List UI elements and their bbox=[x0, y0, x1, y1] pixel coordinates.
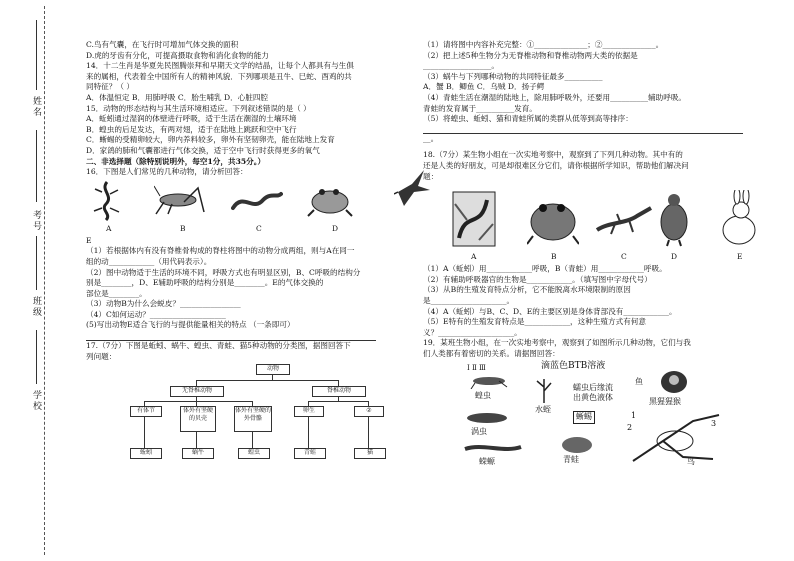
q18-animal-pictures bbox=[423, 186, 763, 264]
fig-frog: 青蛙 bbox=[563, 455, 579, 465]
fig-label-1: 1 bbox=[631, 411, 637, 421]
q18-3b: 是____________________。 bbox=[423, 295, 515, 305]
q18-5: （5）E特有的生殖发育特点是____________，这种生殖方式有何意 bbox=[423, 317, 646, 327]
frog-icon bbox=[306, 182, 354, 218]
label-b: B bbox=[180, 223, 186, 233]
q17-5b: __。 bbox=[423, 133, 439, 143]
q17-4: （4）青蛙生活在潮湿的陆地上，除用肺呼吸外，还要用__________辅助呼吸。 bbox=[423, 92, 687, 102]
q18-label-c: C bbox=[621, 252, 627, 262]
label-c: C bbox=[256, 223, 262, 233]
binding-margin bbox=[0, 0, 62, 561]
leech-icon bbox=[533, 377, 555, 407]
monkey-icon bbox=[659, 369, 689, 395]
q15-option-a: A．蚯蚓通过湿润的体壁进行呼吸，适于生活在潮湿的土壤环境 bbox=[86, 114, 297, 124]
fig-btb: 滴蓝色BTB溶液 bbox=[541, 361, 606, 372]
exam-no-label: 考号 bbox=[31, 210, 41, 232]
tree-earthworm: 蚯蚓 bbox=[130, 448, 162, 459]
earthworm-icon bbox=[231, 188, 283, 214]
fig-lizard: 蜥蜴 bbox=[573, 411, 595, 424]
q17-5: （5）将蝗虫、蚯蚓、猫和青蛙所属的类群从低等到高等排序： bbox=[423, 114, 633, 124]
q16-1b: 组的动____________（用代码表示）。 bbox=[86, 256, 212, 266]
q17-stem-2: 列问题： bbox=[86, 351, 117, 361]
fig-monkey: 黑猩猩猴 bbox=[649, 397, 681, 407]
q18-1: （1）A（蚯蚓）用____________呼吸，B（青蛙）用____________呼吸。 bbox=[423, 264, 667, 274]
q17-3: （3）蜗牛与下列哪种动物的共同特征最多__________ bbox=[423, 71, 603, 81]
fig-roman-numerals: Ⅰ Ⅱ Ⅲ bbox=[467, 364, 486, 373]
q16-stem: 16．下图是人们常见的几种动物，请分析回答： bbox=[86, 167, 248, 177]
tree-root: 动物 bbox=[256, 364, 290, 375]
q16-2b: 别是________，D、E辅助呼吸的结构分别是________。E的气体交换的 bbox=[86, 278, 324, 288]
name-field-label: 姓名 bbox=[31, 96, 41, 118]
section-2-heading: 二、非选择题（除特别说明外，每空1分，共35分。） bbox=[86, 156, 266, 166]
q14-stem: 14．十二生肖是华夏先民图腾崇拜和早期天文学的结晶，让每个人都具有与生俱 bbox=[86, 61, 354, 71]
q17-stem: 17.（7分）下图是蚯蚓、蜗牛、蝗虫、青蛙、猫5种动物的分类图，据图回答下 bbox=[86, 341, 351, 351]
tree-shell: 体外有坚硬的贝壳 bbox=[180, 406, 216, 432]
q15-option-b: B．蝗虫的后足发达，有两对翅，适于在陆地上跳跃和空中飞行 bbox=[86, 124, 297, 134]
q17-2: （2）把上述5种生物分为无脊椎动物和脊椎动物两大类的依据是 bbox=[423, 50, 638, 60]
q18-stem: 18.（7分）某生物小组在一次实地考察中，观察到了下列几种动物。其中有的 bbox=[423, 150, 683, 160]
flatworm-icon bbox=[465, 411, 511, 425]
q16-2c: 部位是________。 bbox=[86, 288, 147, 298]
q16-1: （1）若根据体内有没有脊椎骨构成的脊柱将图中的动物分成两组，则与A在同一 bbox=[86, 246, 355, 256]
q18-label-d: D bbox=[671, 252, 678, 262]
fig-frog-icon bbox=[559, 433, 595, 455]
right-column bbox=[423, 40, 763, 471]
tree-blank-2: ② bbox=[354, 406, 384, 417]
q17-3-options: A．蟹 B．鲫鱼 C．乌贼 D．扬子鳄 bbox=[423, 82, 545, 92]
q17-1: （1）请将图中内容补充完整：①______________；②______________。 bbox=[423, 40, 664, 49]
fig-yellow: 出黄色液体 bbox=[573, 393, 613, 403]
tree-invertebrate: 无脊椎动物 bbox=[170, 386, 224, 397]
q18-label-b: B bbox=[551, 252, 557, 262]
fig-label-2: 2 bbox=[627, 423, 633, 433]
q14-stem-3: 同特征？（ ） bbox=[86, 82, 134, 92]
fig-mucus: 蠕虫后缘流 bbox=[573, 383, 613, 393]
q14-options: A．体温恒定 B．用肺呼吸 C．胎生哺乳 D．心脏四腔 bbox=[86, 92, 269, 102]
q17-4b: 青蛙的发育属于__________发育。 bbox=[423, 103, 537, 113]
q16-animal-pictures bbox=[86, 178, 406, 236]
q18-label-e: E bbox=[737, 252, 743, 262]
school-blank bbox=[36, 330, 37, 384]
bird-skeleton-icon bbox=[623, 411, 723, 465]
label-e: E bbox=[86, 235, 92, 245]
q18-stem-2: 还是人类的好朋友，可是却很难区分它们，请你根据所学知识，帮助他们解决问 bbox=[423, 160, 689, 170]
tree-oviparous: 卵生 bbox=[294, 406, 324, 417]
q19-stem-2: 们人类都有着密切的关系。请据图回答： bbox=[423, 348, 560, 358]
q16-4: （4）C如何运动？____________________ bbox=[86, 309, 226, 319]
tree-vertebrate: 脊椎动物 bbox=[312, 386, 366, 397]
tree-cat: 猫 bbox=[354, 448, 386, 459]
exam-no-blank bbox=[36, 130, 37, 202]
fig-bird: 鸟 bbox=[687, 457, 695, 467]
q13-option-c: C.鸟有气囊，在飞行时可增加气体交换的面积 bbox=[86, 40, 239, 49]
frog-sitting-icon bbox=[527, 192, 579, 246]
q18-3: （3）从B的生殖发育特点分析，它不能脱离水环境限制的原因 bbox=[423, 285, 631, 295]
q17-5-answer-line bbox=[423, 125, 743, 134]
fig-newt: 蝾螈 bbox=[479, 457, 495, 467]
q19-figure bbox=[423, 361, 763, 471]
tree-exoskeleton: 体外有坚硬的外骨骼 bbox=[234, 406, 272, 432]
label-d: D bbox=[332, 223, 339, 233]
q14-stem-2: 来的属相，代表着全中国所有人的精神风貌．下列哪项是丑牛、巳蛇、酉鸡的共 bbox=[86, 71, 352, 81]
q18-stem-3: 题： bbox=[423, 171, 439, 181]
fig-leech: 水蛭 bbox=[535, 405, 551, 415]
q16-2: （2）图中动物适于生活的环境不同，呼吸方式也有明显区别，B、C呼吸的结构分 bbox=[86, 267, 361, 277]
newt-icon bbox=[463, 441, 523, 455]
tree-segmented: 有体节 bbox=[130, 406, 162, 417]
name-blank bbox=[36, 20, 37, 90]
q18-4: （4）A（蚯蚓）与B、C、D、E的主要区别是身体背部没有____________。 bbox=[423, 306, 677, 316]
q15-option-d: D．家鸽的肺和气囊都进行气体交换，适于空中飞行时获得更多的氧气 bbox=[86, 145, 320, 155]
fig-locust: 蝗虫 bbox=[475, 391, 491, 401]
q18-label-a: A bbox=[471, 252, 477, 262]
class-label: 班级 bbox=[31, 296, 41, 318]
q13-option-d: D.虎的牙齿有分化，可提高摄取食物和消化食物的能力 bbox=[86, 50, 269, 60]
grasshopper-icon bbox=[154, 184, 206, 216]
q16-3: （3）动物B为什么会蜕皮？________________ bbox=[86, 299, 241, 309]
tree-locust: 蝗虫 bbox=[238, 448, 270, 459]
school-label: 学校 bbox=[31, 390, 41, 412]
q18-5b: 义？____________________。 bbox=[423, 327, 522, 337]
locust-icon bbox=[469, 373, 509, 389]
q15-stem: 15．动物的形态结构与其生活环境相适应。下列叙述错误的是（ ） bbox=[86, 103, 311, 113]
tree-frog: 青蛙 bbox=[294, 448, 326, 459]
rabbit-icon bbox=[719, 190, 759, 248]
classification-tree bbox=[86, 364, 406, 464]
q16-5: (5)写出动物E适合飞行的与提供能量相关的特点 （一条即可） bbox=[86, 320, 295, 330]
lizard-icon bbox=[595, 202, 653, 238]
earthworm-in-soil-icon bbox=[451, 190, 497, 248]
pigeon-icon bbox=[657, 192, 691, 248]
fig-worm: 涡虫 bbox=[471, 427, 487, 437]
q18-2: （2）有辅助呼吸器官的生物是____________。（填写图中字母代号） bbox=[423, 274, 652, 284]
label-a: A bbox=[106, 223, 112, 233]
class-blank bbox=[36, 236, 37, 290]
binding-dashed-line bbox=[44, 6, 45, 555]
q17-2b: __________________。 bbox=[423, 61, 499, 71]
q19-stem: 19．某班生物小组，在一次实地考察中，观察到了如图所示几种动物，它们与我 bbox=[423, 338, 691, 348]
q16-5-answer-line bbox=[86, 331, 376, 341]
salamander-icon bbox=[90, 180, 124, 222]
q15-option-c: C．蜥蜴的受精卵较大，卵内养料较多，卵外有坚韧卵壳，能在陆地上发育 bbox=[86, 135, 335, 145]
left-column bbox=[86, 40, 406, 464]
fig-fish: 鱼 bbox=[635, 377, 643, 387]
fig-label-3: 3 bbox=[711, 419, 717, 429]
tree-snail: 蜗牛 bbox=[182, 448, 214, 459]
